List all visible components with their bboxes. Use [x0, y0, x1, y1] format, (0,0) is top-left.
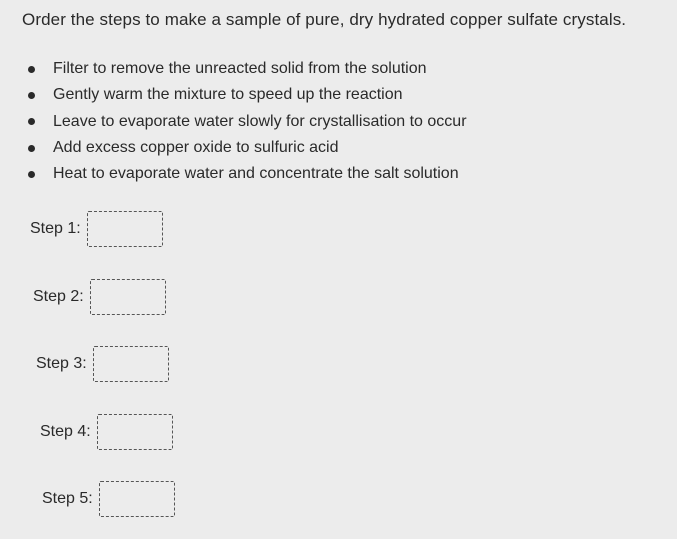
step-row-4 — [40, 414, 173, 450]
step-4-drop-box[interactable] — [97, 414, 173, 450]
option-label: Leave to evaporate water slowly for crystallisation to occur — [53, 112, 467, 130]
option-item[interactable] — [28, 135, 467, 161]
step-label: Step 1: — [30, 220, 81, 237]
option-item[interactable] — [28, 82, 467, 108]
option-item[interactable] — [28, 56, 467, 82]
option-label: Heat to evaporate water and concentrate the salt solution — [53, 165, 459, 183]
step-row-5 — [42, 481, 175, 517]
bullet-icon — [28, 171, 35, 178]
step-label: Step 4: — [40, 423, 91, 440]
step-5-drop-box[interactable] — [99, 481, 175, 517]
bullet-icon — [28, 118, 35, 125]
bullet-icon — [28, 145, 35, 152]
step-label: Step 5: — [42, 490, 93, 507]
step-3-drop-box[interactable] — [93, 346, 169, 382]
step-label: Step 2: — [33, 288, 84, 305]
option-item[interactable] — [28, 109, 467, 135]
step-label: Step 3: — [36, 355, 87, 372]
step-row-2 — [33, 279, 166, 315]
question-text: Order the steps to make a sample of pure, dry hydrated copper sulfate crystals. — [22, 10, 627, 29]
step-1-drop-box[interactable] — [87, 211, 163, 247]
option-item[interactable] — [28, 161, 467, 187]
step-row-1 — [30, 211, 163, 247]
option-label: Filter to remove the unreacted solid from the solution — [53, 60, 427, 78]
option-label: Add excess copper oxide to sulfuric acid — [53, 139, 339, 157]
bullet-icon — [28, 66, 35, 73]
step-2-drop-box[interactable] — [90, 279, 166, 315]
option-label: Gently warm the mixture to speed up the reaction — [53, 86, 403, 104]
step-row-3 — [36, 346, 169, 382]
options-list — [28, 56, 467, 187]
bullet-icon — [28, 92, 35, 99]
